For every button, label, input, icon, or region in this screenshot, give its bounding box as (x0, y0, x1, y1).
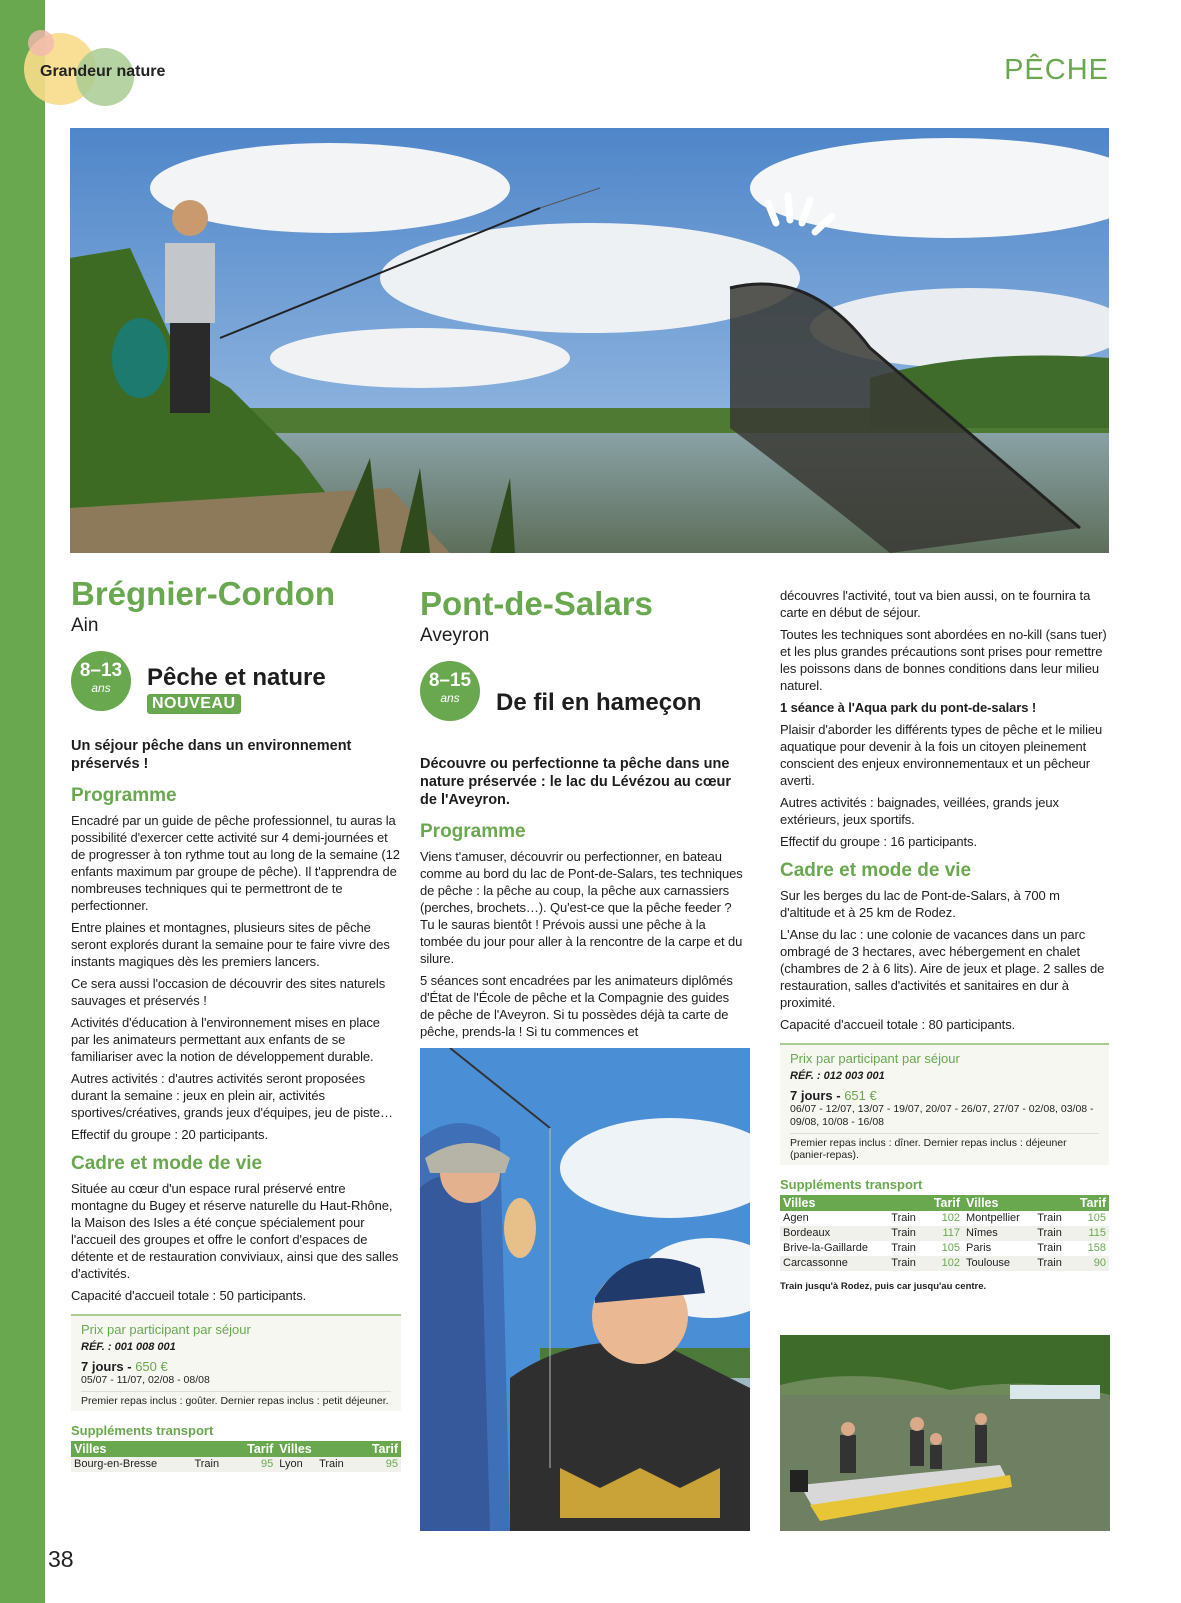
price-duration: 7 jours - 650 € (81, 1359, 168, 1374)
destination-title: Brégnier-Cordon (71, 575, 335, 612)
programme-paragraph: Effectif du groupe : 20 participants. (71, 1127, 268, 1142)
programme-paragraph: Effectif du groupe : 16 participants. (780, 834, 977, 849)
new-badge: NOUVEAU (147, 694, 241, 714)
programme-paragraph: Ce sera aussi l'occasion de découvrir des sites naturels sauvages et préservés ! (71, 976, 386, 1008)
left-column (71, 575, 401, 1472)
middle-column (420, 585, 745, 1045)
stay-intro: Découvre ou perfectionne ta pêche dans une nature préservée : le lac du Lévézou au cœur de l'Aveyron. (420, 756, 732, 808)
stay-title: De fil en hameçon (496, 689, 702, 716)
table-row: Brive-la-Gaillarde Train 105 Paris Train 158 (783, 1242, 1106, 1254)
programme-paragraph: Plaisir d'aborder les différents types de pêche et le milieu aquatique pour devenir à la fois un citoyen pleinement conscient des enjeux environnementaux et un pêcheur averti. (780, 722, 1103, 788)
programme-heading: Programme (420, 821, 526, 842)
stay-title: Pêche et nature (147, 664, 326, 691)
programme-paragraph: Toutes les techniques sont abordées en no-kill (sans tuer) et les plus grandes précautions sont prises pour remettre les poissons dans de bonnes conditions dans leur milieu naturel. (780, 627, 1107, 693)
age-badge: 8–15 ans (420, 661, 480, 721)
table-row: Bourg-en-Bresse Train 95 Lyon Train 95 (71, 1457, 401, 1472)
region-label: Aveyron (420, 625, 490, 646)
programme-paragraph: Autres activités : d'autres activités seront proposées durant la semaine : jeux en plein air, activités sportives/créatives, grands jeux d'équipes, jeu de piste… (71, 1071, 393, 1120)
programme-paragraph: Viens t'amuser, découvrir ou perfectionner, en bateau comme au bord du lac de Pont-de-Salars, tes techniques de pêche : la pêche au coup, la pêche aux carnassiers (perches, brochets…). Qu'est-ce que la pêche feeder ? Tu le sauras bientôt ! Prévois aussi une pêche à la tombée du jour pour aller à la rencontre de la carpe et du silure. (420, 849, 743, 966)
section-title: PÊCHE (1004, 54, 1109, 86)
right-column (780, 587, 1109, 1292)
destination-title: Pont-de-Salars (420, 585, 653, 622)
price-duration: 7 jours - 651 € (790, 1088, 877, 1103)
cadre-heading: Cadre et mode de vie (780, 860, 972, 881)
supplements-heading: Suppléments transport (780, 1177, 923, 1192)
hero-photo-fishing (70, 128, 1109, 553)
price-ref: RÉF. : 012 003 001 (790, 1070, 885, 1082)
cadre-paragraph: Capacité d'accueil totale : 80 participants. (780, 1017, 1016, 1032)
stay-intro: Un séjour pêche dans un environnement préservés ! (71, 738, 352, 772)
cadre-heading: Cadre et mode de vie (71, 1153, 263, 1174)
price-box (71, 1314, 401, 1411)
price-ref: RÉF. : 001 008 001 (81, 1341, 176, 1353)
transport-table: Villes Tarif Villes Tarif Bourg-en-Bresse Train 95 Lyon Train 95 (71, 1441, 401, 1472)
transport-table: Villes Tarif Villes Tarif Agen Train 102 Montpellier Train 105 Bordeaux Train 117 Nîmes Train 115 Brive-la-Gaillarde Train 105 Paris Train 158 Carcassonne Train 102 Toulouse Train 90 (780, 1195, 1109, 1271)
table-row: Bordeaux Train 117 Nîmes Train 115 (780, 1226, 1109, 1241)
programme-heading: Programme (71, 785, 177, 806)
transport-note: Train jusqu'à Rodez, puis car jusqu'au centre. (780, 1281, 987, 1292)
section-badge: Grandeur nature (40, 63, 166, 80)
table-row: Carcassonne Train 102 Toulouse Train 90 (780, 1256, 1109, 1271)
programme-paragraph: Entre plaines et montagnes, plusieurs sites de pêche seront explorés durant la semaine pour te faire vivre des instants magiques dès les premiers lancers. (71, 920, 390, 969)
cadre-paragraph: Capacité d'accueil totale : 50 participants. (71, 1288, 307, 1303)
cadre-paragraph: L'Anse du lac : une colonie de vacances dans un parc ombragé de 3 hectares, avec hébergement en chalet (chambres de 2 à 6 lits). Aire de jeux et plage. 2 salles de restauration, salles d'activités et sanitaires en dur à proximité. (780, 927, 1105, 1010)
programme-paragraph: 5 séances sont encadrées par les animateurs diplômés d'État de l'École de pêche et la Compagnie des guides de pêche de l'Aveyron. Si tu possèdes déjà ta carte de pêche, prends-la ! Si tu commences et (420, 973, 733, 1039)
programme-paragraph: Autres activités : baignades, veillées, grands jeux extérieurs, jeux sportifs. (780, 795, 1059, 827)
price-meals: Premier repas inclus : dîner. Dernier repas inclus : déjeuner (panier-repas). (790, 1137, 1067, 1161)
programme-paragraph: découvres l'activité, tout va bien aussi, on te fournira ta carte en début de séjour. (780, 588, 1091, 620)
page-number: 38 (48, 1546, 74, 1572)
photo-boat-on-lake (780, 1335, 1110, 1531)
region-label: Ain (71, 615, 99, 636)
price-label: Prix par participant par séjour (790, 1051, 960, 1066)
table-row: Agen Train 102 Montpellier Train 105 (783, 1212, 1106, 1224)
green-sidebar (0, 0, 45, 1603)
cadre-paragraph: Située au cœur d'un espace rural préservé entre montagne du Bugey et réserve naturelle du Haut-Rhône, la Maison des Isles a été conçue spécialement pour l'accueil des groupes et offre le confort d'espaces de détente et de restauration conviviaux, ainsi que des salles d'activités. (71, 1181, 399, 1281)
photo-boy-with-fish (420, 1048, 750, 1531)
programme-paragraph: Activités d'éducation à l'environnement mises en place par les animateurs permettant aux enfants de se familiariser avec la notion de développement durable. (71, 1015, 380, 1064)
cadre-paragraph: Sur les berges du lac de Pont-de-Salars, à 700 m d'altitude et à 25 km de Rodez. (780, 888, 1060, 920)
price-label: Prix par participant par séjour (81, 1322, 251, 1337)
price-dates: 06/07 - 12/07, 13/07 - 19/07, 20/07 - 26/07, 27/07 - 02/08, 03/08 - 09/08, 10/08 - 16/08 (790, 1103, 1099, 1134)
programme-paragraph: 1 séance à l'Aqua park du pont-de-salars ! (780, 700, 1037, 715)
age-badge: 8–13 ans (71, 651, 131, 711)
supplements-heading: Suppléments transport (71, 1423, 214, 1438)
programme-paragraph: Encadré par un guide de pêche professionnel, tu auras la possibilité d'exercer cette activité sur 4 demi-journées et de progresser à ton rythme tout au long de la semaine (12 enfants maximum par groupe de pêche). Il t'apprendra de nombreuses techniques qui te permettront de te perfectionner. (71, 813, 400, 913)
price-box (780, 1043, 1109, 1165)
price-meals: Premier repas inclus : goûter. Dernier repas inclus : petit déjeuner. (81, 1395, 389, 1407)
price-dates: 05/07 - 11/07, 02/08 - 08/08 (81, 1374, 391, 1392)
